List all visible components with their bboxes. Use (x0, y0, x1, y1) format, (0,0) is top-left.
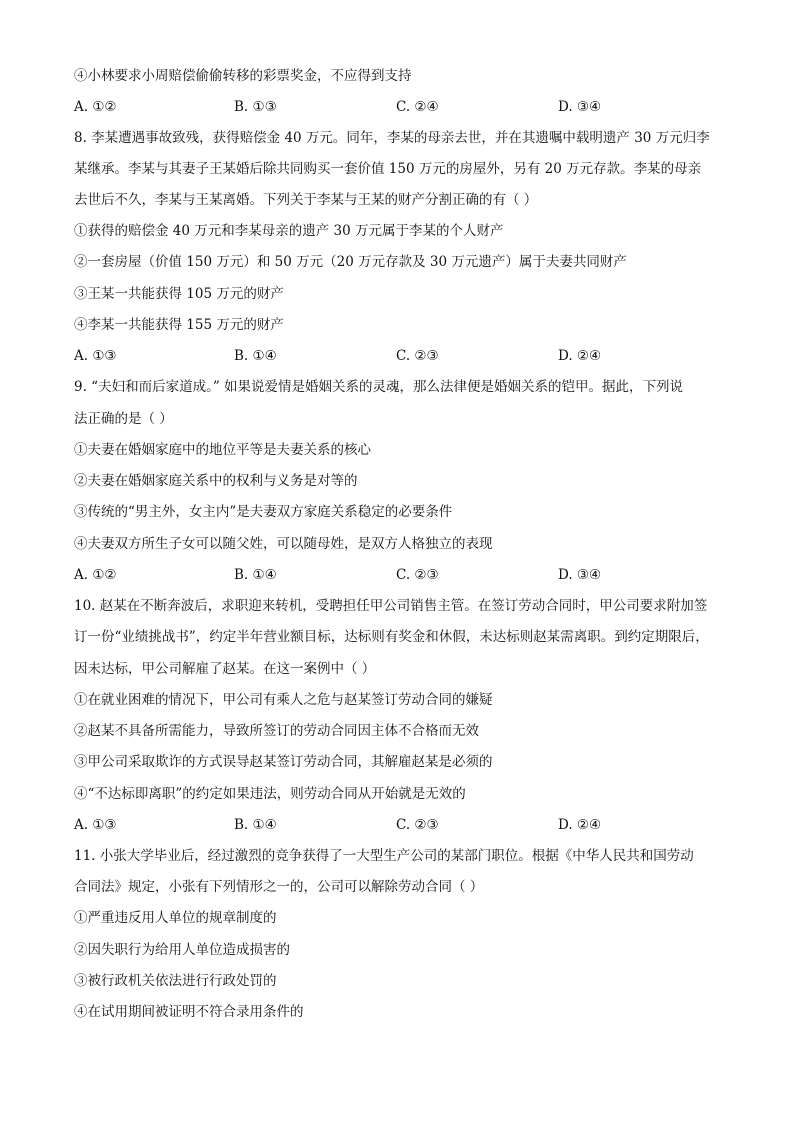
q8-stem-line-1: 8. 李某遭遇事故致残，获得赔偿金 40 万元。同年，李某的母亲去世，并在其遗嘱中载明遗产 30 万元归李 (74, 130, 710, 146)
q10-options (74, 815, 734, 835)
q9-item-3: ③传统的“男主外，女主内”是夫妻双方家庭关系稳定的必要条件 (74, 504, 453, 520)
q10-stem-line-2: 订一份“业绩挑战书”，约定半年营业额目标，达标则有奖金和休假，未达标则赵某需离职。到约定期限后， (74, 629, 709, 645)
q8-item-1: ①获得的赔偿金 40 万元和李某母亲的遗产 30 万元属于李某的个人财产 (74, 223, 504, 239)
q9-item-4: ④夫妻双方所生子女可以随父姓，可以随母姓，是双方人格独立的表现 (74, 536, 493, 552)
q10-item-3: ③甲公司采取欺诈的方式误导赵某签订劳动合同，其解雇赵某是必须的 (74, 754, 493, 770)
q11-stem-line-2: 合同法》规定，小张有下列情形之一的，公司可以解除劳动合同（ ） (74, 879, 484, 895)
q7-option-a: A. ①② (74, 99, 117, 115)
q10-option-b: B. ①④ (234, 817, 277, 833)
q10-option-c: C. ②③ (396, 817, 439, 833)
q8-item-4: ④李某一共能获得 155 万元的财产 (74, 317, 284, 333)
q9-stem-line-1: 9. “夫妇和而后家道成。” 如果说爱情是婚姻关系的灵魂，那么法律便是婚姻关系的铠甲。据此，下列说 (74, 379, 684, 395)
q10-option-d: D. ②④ (558, 817, 602, 833)
q8-stem-line-3: 去世后不久，李某与王某离婚。下列关于李某与王某的财产分割正确的有（ ） (74, 192, 538, 208)
q9-item-1: ①夫妻在婚姻家庭中的地位平等是夫妻关系的核心 (74, 442, 371, 458)
q10-stem-line-1: 10. 赵某在不断奔波后，求职迎来转机，受聘担任甲公司销售主管。在签订劳动合同时，甲公司要求附加签 (74, 598, 708, 614)
q7-options (74, 97, 734, 117)
q7-option-c: C. ②④ (396, 99, 439, 115)
q11-item-2: ②因失职行为给用人单位造成损害的 (74, 942, 290, 958)
q10-item-4: ④“不达标即离职”的约定如果违法，则劳动合同从开始就是无效的 (74, 786, 466, 802)
q10-item-1: ①在就业困难的情况下，甲公司有乘人之危与赵某签订劳动合同的嫌疑 (74, 692, 493, 708)
q10-stem-line-3: 因未达标，甲公司解雇了赵某。在这一案例中（ ） (74, 661, 376, 677)
q9-option-d: D. ③④ (558, 567, 602, 583)
q11-item-1: ①严重违反用人单位的规章制度的 (74, 910, 277, 926)
q9-option-a: A. ①② (74, 567, 117, 583)
q7-item-4: ④小林要求小周赔偿偷偷转移的彩票奖金，不应得到支持 (74, 68, 412, 84)
q11-item-4: ④在试用期间被证明不符合录用条件的 (74, 1004, 304, 1020)
q11-item-3: ③被行政机关依法进行行政处罚的 (74, 973, 277, 989)
q9-stem-line-2: 法正确的是（ ） (74, 411, 173, 427)
q10-item-2: ②赵某不具备所需能力，导致所签订的劳动合同因主体不合格而无效 (74, 723, 479, 739)
q9-options (74, 565, 734, 585)
q9-option-b: B. ①④ (234, 567, 277, 583)
q10-option-a: A. ①③ (74, 817, 117, 833)
q7-option-d: D. ③④ (558, 99, 602, 115)
q8-options (74, 346, 734, 366)
q8-option-a: A. ①③ (74, 348, 117, 364)
q8-option-d: D. ②④ (558, 348, 602, 364)
q8-option-c: C. ②③ (396, 348, 439, 364)
q8-item-2: ②一套房屋（价值 150 万元）和 50 万元（20 万元存款及 30 万元遗产）属于夫妻共同财产 (74, 254, 627, 270)
q9-option-c: C. ②③ (396, 567, 439, 583)
q9-item-2: ②夫妻在婚姻家庭关系中的权利与义务是对等的 (74, 473, 358, 489)
q8-item-3: ③王某一共能获得 105 万元的财产 (74, 286, 284, 302)
q11-stem-line-1: 11. 小张大学毕业后，经过激烈的竞争获得了一大型生产公司的某部门职位。根据《中华人民共和国劳动 (74, 848, 694, 864)
q7-option-b: B. ①③ (234, 99, 277, 115)
q8-option-b: B. ①④ (234, 348, 277, 364)
q8-stem-line-2: 某继承。李某与其妻子王某婚后除共同购买一套价值 150 万元的房屋外，另有 20 万元存款。李某的母亲 (74, 161, 702, 177)
